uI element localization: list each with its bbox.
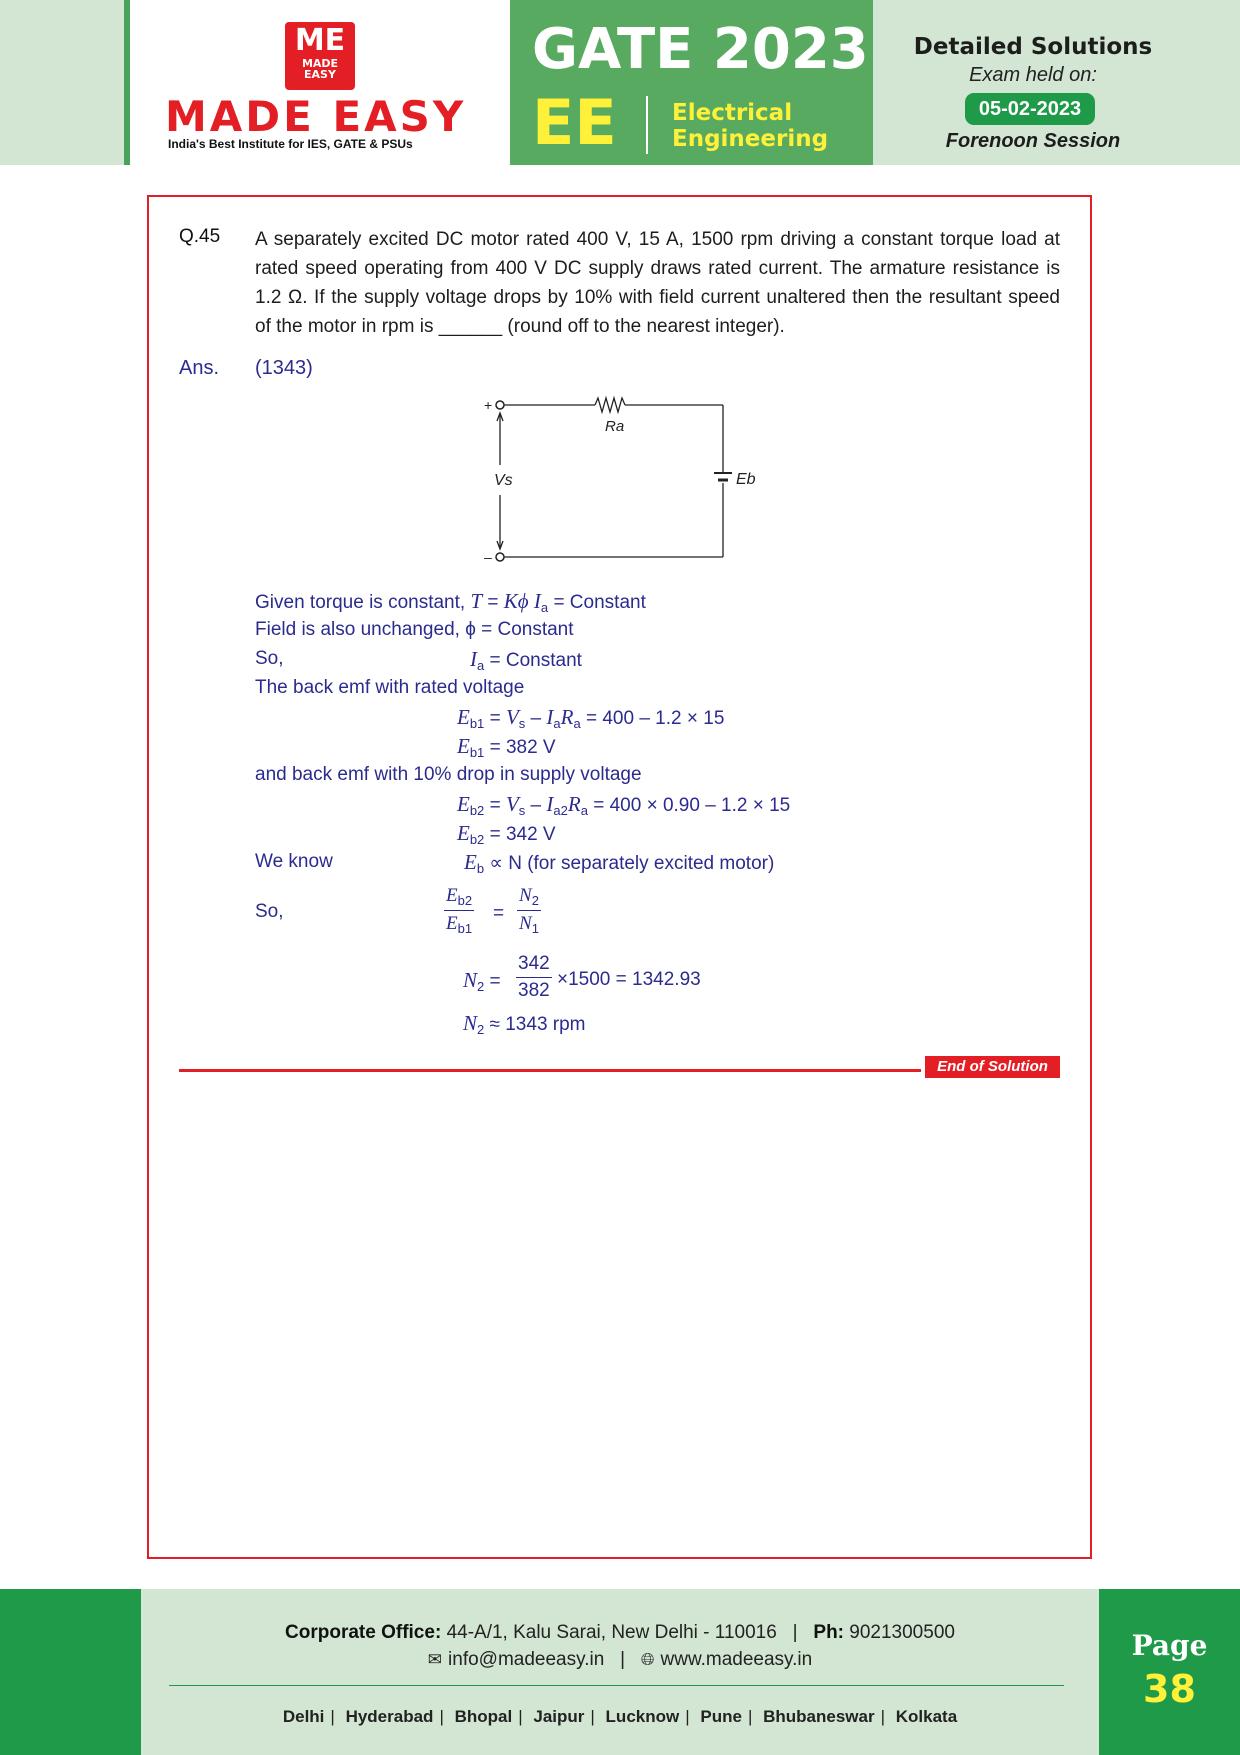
emf-label: Eb — [736, 471, 756, 488]
equation-eb1: $E_{b1} = V_s - I_aR_a = 400 - 1.2 \times 15$ — [457, 705, 725, 731]
fraction-numerator: 342 — [516, 953, 552, 978]
contact-line: ✉ info@madeeasy.in | 🌐︎ www.madeeasy.in — [427, 1649, 813, 1670]
exam-info-panel — [873, 0, 1240, 165]
end-of-solution-rule — [179, 1069, 921, 1072]
logo-tagline: India's Best Institute for IES, GATE & PSUs — [168, 137, 413, 151]
proportional-rhs: N (for separately excited motor) — [508, 853, 775, 874]
email-link[interactable]: info@madeeasy.in — [448, 1649, 605, 1670]
fraction-voltage-ratio — [516, 953, 552, 1002]
fraction-n-ratio: $\frac{N_2}{N_1}$ — [519, 885, 539, 936]
phone-number: 9021300500 — [849, 1622, 955, 1643]
fraction-eb-ratio: $\frac{E_{b2}}{E_{b1}}$ — [446, 885, 473, 936]
resistor-label: Ra — [605, 418, 625, 435]
globe-icon: 🌐︎ — [640, 1650, 655, 1669]
final-speed-value: ≈ 1343 rpm — [489, 1014, 586, 1035]
exam-title: GATE 2023 — [532, 17, 869, 82]
made-easy-logo — [130, 0, 510, 165]
city-item: Delhi — [282, 1707, 325, 1726]
exam-date-badge: 05-02-2023 — [965, 93, 1095, 125]
equals-sign-ratio: = — [493, 903, 505, 924]
logo-mark-text: MADE EASY — [301, 57, 339, 81]
city-item: Bhubaneswar — [763, 1707, 875, 1726]
page-label: Page — [1131, 1629, 1208, 1662]
equation-eb1-result: $E_{b1} = 382$ V — [457, 734, 556, 760]
plus-sign: + — [484, 397, 493, 413]
city-item: Kolkata — [895, 1707, 958, 1726]
exam-banner — [510, 0, 873, 165]
positive-terminal — [496, 401, 504, 409]
eb1-rhs: = 400 – 1.2 × 15 — [585, 708, 725, 729]
footer-contact-panel — [141, 1589, 1099, 1755]
city-list: Delhi | Hyderabad | Bhopal | Jaipur | Lucknow | Pune | Bhubaneswar | Kolkata — [282, 1707, 958, 1726]
solution-line-torque: Given torque is constant, T = Kϕ $I_a$ = Constant — [255, 589, 646, 615]
logo-mark-initials: ME — [294, 23, 346, 58]
ia-constant-text: = Constant — [489, 650, 582, 671]
eb2-result: = 342 V — [489, 824, 556, 845]
city-item: Bhopal — [454, 1707, 513, 1726]
solution-ia-constant: $I_a$ = Constant — [470, 647, 582, 673]
logo-mark — [285, 22, 355, 90]
footer-divider — [169, 1685, 1064, 1686]
page-number-block — [1099, 1589, 1240, 1755]
website-link[interactable]: www.madeeasy.in — [660, 1649, 813, 1670]
solution-so-2: So, — [255, 901, 284, 922]
eb2-rhs: = 400 × 0.90 – 1.2 × 15 — [593, 795, 791, 816]
equation-eb2-result: $E_{b2} = 342$ V — [457, 821, 556, 847]
corp-address: 44-A/1, Kalu Sarai, New Delhi - 110016 — [446, 1622, 777, 1643]
corp-label: Corporate Office: — [285, 1622, 442, 1643]
negative-terminal — [496, 553, 504, 561]
city-item: Hyderabad — [345, 1707, 434, 1726]
session-label: Forenoon Session — [945, 130, 1121, 152]
answer-label: Ans. — [179, 357, 220, 379]
resistor-symbol — [595, 398, 625, 412]
torque-text: Given torque is constant, — [255, 592, 466, 613]
branch-name — [672, 100, 828, 152]
branch-name-line2: Engineering — [672, 126, 829, 152]
torque-symbol: T — [470, 589, 483, 613]
circuit-diagram — [470, 385, 790, 575]
fraction-denominator: 382 — [518, 980, 550, 1001]
city-item: Jaipur — [533, 1707, 585, 1726]
speed-calculation: ×1500 = 1342.93 — [557, 969, 701, 990]
header-left-strip — [0, 0, 124, 165]
eb1-result: = 382 V — [489, 737, 556, 758]
solution-line-drop: and back emf with 10% drop in supply voltage — [255, 764, 642, 785]
branch-code: EE — [532, 86, 617, 159]
torque-equals: = Constant — [553, 592, 646, 613]
minus-sign: – — [484, 549, 492, 565]
banner-divider — [646, 96, 648, 154]
equation-eb2: $E_{b2} = V_s - I_{a2}R_a = 400 \times 0.90 - 1.2 \times 15$ — [457, 792, 791, 818]
answer-value: (1343) — [255, 357, 313, 379]
torque-formula: Kϕ I — [503, 589, 541, 613]
phone-label: Ph: — [813, 1622, 844, 1643]
solution-line-field: Field is also unchanged, ϕ = Constant — [255, 619, 574, 640]
branch-name-line1: Electrical — [672, 100, 793, 126]
n2-label: $N_2$ = — [463, 968, 501, 994]
logo-wordmark: MADE EASY — [165, 92, 467, 141]
equation-proportional: $E_b \propto N$ (for separately excited motor) — [464, 850, 775, 876]
final-speed: $N_2 \approx 1343$ rpm — [463, 1011, 586, 1037]
city-item: Lucknow — [605, 1707, 680, 1726]
solution-so-1: So, — [255, 648, 284, 669]
mail-icon: ✉ — [427, 1650, 443, 1669]
corporate-address: Corporate Office: 44-A/1, Kalu Sarai, New Delhi - 110016 | Ph: 9021300500 — [285, 1622, 955, 1643]
solution-line-backemf: The back emf with rated voltage — [255, 677, 525, 698]
footer-left-block — [0, 1589, 141, 1755]
detailed-solutions-title: Detailed Solutions — [913, 34, 1153, 60]
question-text: A separately excited DC motor rated 400 V, 15 A, 1500 rpm driving a constant torque load at rated speed operating from 400 V DC supply draws rated current. The armature resistance is 1.2 Ω. If the supply voltage drops by 10% with field current unaltered then the resultant speed of the motor in rpm is ______ (round off to the nearest integer). — [255, 229, 1060, 337]
city-item: Pune — [700, 1707, 742, 1726]
page-number: 38 — [1143, 1667, 1196, 1711]
end-of-solution-badge: End of Solution — [925, 1056, 1060, 1078]
question-number: Q.45 — [179, 226, 221, 247]
solution-we-know: We know — [255, 851, 333, 872]
source-label: Vs — [494, 472, 513, 489]
exam-held-label: Exam held on: — [969, 64, 1097, 86]
